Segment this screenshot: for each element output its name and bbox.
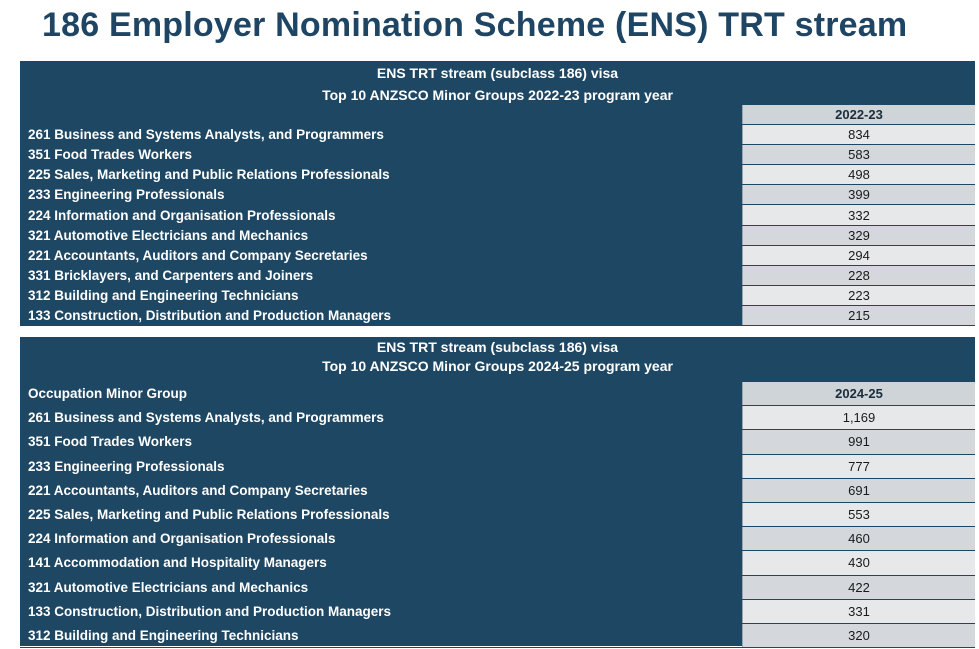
count-cell: 777	[742, 455, 975, 478]
table-row	[20, 430, 975, 454]
table-caption	[20, 61, 975, 106]
occupation-cell: 261 Business and Systems Analysts, and Programmers	[28, 127, 384, 143]
table-row	[20, 624, 975, 648]
count-cell: 329	[742, 226, 975, 245]
occupation-cell: 225 Sales, Marketing and Public Relations Professionals	[28, 507, 390, 523]
table-row	[20, 306, 975, 326]
count-cell: 991	[742, 430, 975, 453]
column-header-year: 2024-25	[742, 382, 975, 405]
count-cell: 320	[742, 624, 975, 647]
caption-line-2: Top 10 ANZSCO Minor Groups 2024-25 program year	[322, 358, 673, 374]
count-cell: 422	[742, 576, 975, 599]
table-row	[20, 600, 975, 624]
count-cell: 1,169	[742, 406, 975, 429]
count-cell: 331	[742, 600, 975, 623]
column-header-year: 2022-23	[742, 105, 975, 124]
table-row	[20, 286, 975, 306]
table-caption	[20, 337, 975, 376]
table-row	[20, 455, 975, 479]
count-cell: 399	[742, 185, 975, 204]
occupation-cell: 224 Information and Organisation Professionals	[28, 207, 336, 223]
table-header-row	[20, 382, 975, 406]
occupation-cell: 321 Automotive Electricians and Mechanics	[28, 579, 309, 595]
table-row	[20, 205, 975, 225]
occupation-cell: 351 Food Trades Workers	[28, 147, 193, 163]
count-cell: 691	[742, 479, 975, 502]
occupation-cell: 351 Food Trades Workers	[28, 434, 193, 450]
table-row	[20, 551, 975, 575]
table-row	[20, 527, 975, 551]
table-row	[20, 165, 975, 185]
count-cell: 583	[742, 145, 975, 164]
table-row	[20, 503, 975, 527]
table-grid	[20, 105, 975, 326]
count-cell: 834	[742, 125, 975, 144]
table-row	[20, 266, 975, 286]
count-cell: 553	[742, 503, 975, 526]
count-cell: 332	[742, 205, 975, 224]
caption-line-2: Top 10 ANZSCO Minor Groups 2022-23 program year	[322, 87, 673, 103]
table-2022-23	[20, 61, 975, 326]
occupation-cell: 224 Information and Organisation Professionals	[28, 531, 336, 547]
table-grid	[20, 382, 975, 648]
occupation-cell: 225 Sales, Marketing and Public Relations Professionals	[28, 167, 390, 183]
occupation-cell: 133 Construction, Distribution and Production Managers	[28, 307, 392, 323]
count-cell: 498	[742, 165, 975, 184]
occupation-cell: 133 Construction, Distribution and Production Managers	[28, 603, 392, 619]
table-header-row	[20, 105, 975, 125]
table-row	[20, 125, 975, 145]
table-row	[20, 185, 975, 205]
occupation-cell: 321 Automotive Electricians and Mechanics	[28, 227, 309, 243]
occupation-cell: 261 Business and Systems Analysts, and Programmers	[28, 410, 384, 426]
count-cell: 430	[742, 551, 975, 574]
count-cell: 223	[742, 286, 975, 305]
table-row	[20, 479, 975, 503]
table-2024-25	[20, 337, 975, 646]
occupation-cell: 221 Accountants, Auditors and Company Secretaries	[28, 247, 368, 263]
table-row	[20, 406, 975, 430]
count-cell: 228	[742, 266, 975, 285]
occupation-cell: 233 Engineering Professionals	[28, 458, 225, 474]
occupation-cell: 312 Building and Engineering Technicians	[28, 627, 299, 643]
caption-line-1: ENS TRT stream (subclass 186) visa	[376, 339, 619, 355]
occupation-cell: 233 Engineering Professionals	[28, 187, 225, 203]
occupation-cell: 221 Accountants, Auditors and Company Secretaries	[28, 482, 368, 498]
count-cell: 215	[742, 306, 975, 325]
count-cell: 294	[742, 246, 975, 265]
occupation-cell: 312 Building and Engineering Technicians	[28, 287, 299, 303]
column-header-occupation: Occupation Minor Group	[28, 386, 187, 402]
occupation-cell: 141 Accommodation and Hospitality Managers	[28, 555, 327, 571]
occupation-cell: 331 Bricklayers, and Carpenters and Joiners	[28, 267, 314, 283]
page-title: 186 Employer Nomination Scheme (ENS) TRT stream	[42, 6, 908, 44]
caption-line-1: ENS TRT stream (subclass 186) visa	[376, 65, 619, 81]
table-row	[20, 226, 975, 246]
table-row	[20, 246, 975, 266]
count-cell: 460	[742, 527, 975, 550]
table-row	[20, 576, 975, 600]
table-row	[20, 145, 975, 165]
